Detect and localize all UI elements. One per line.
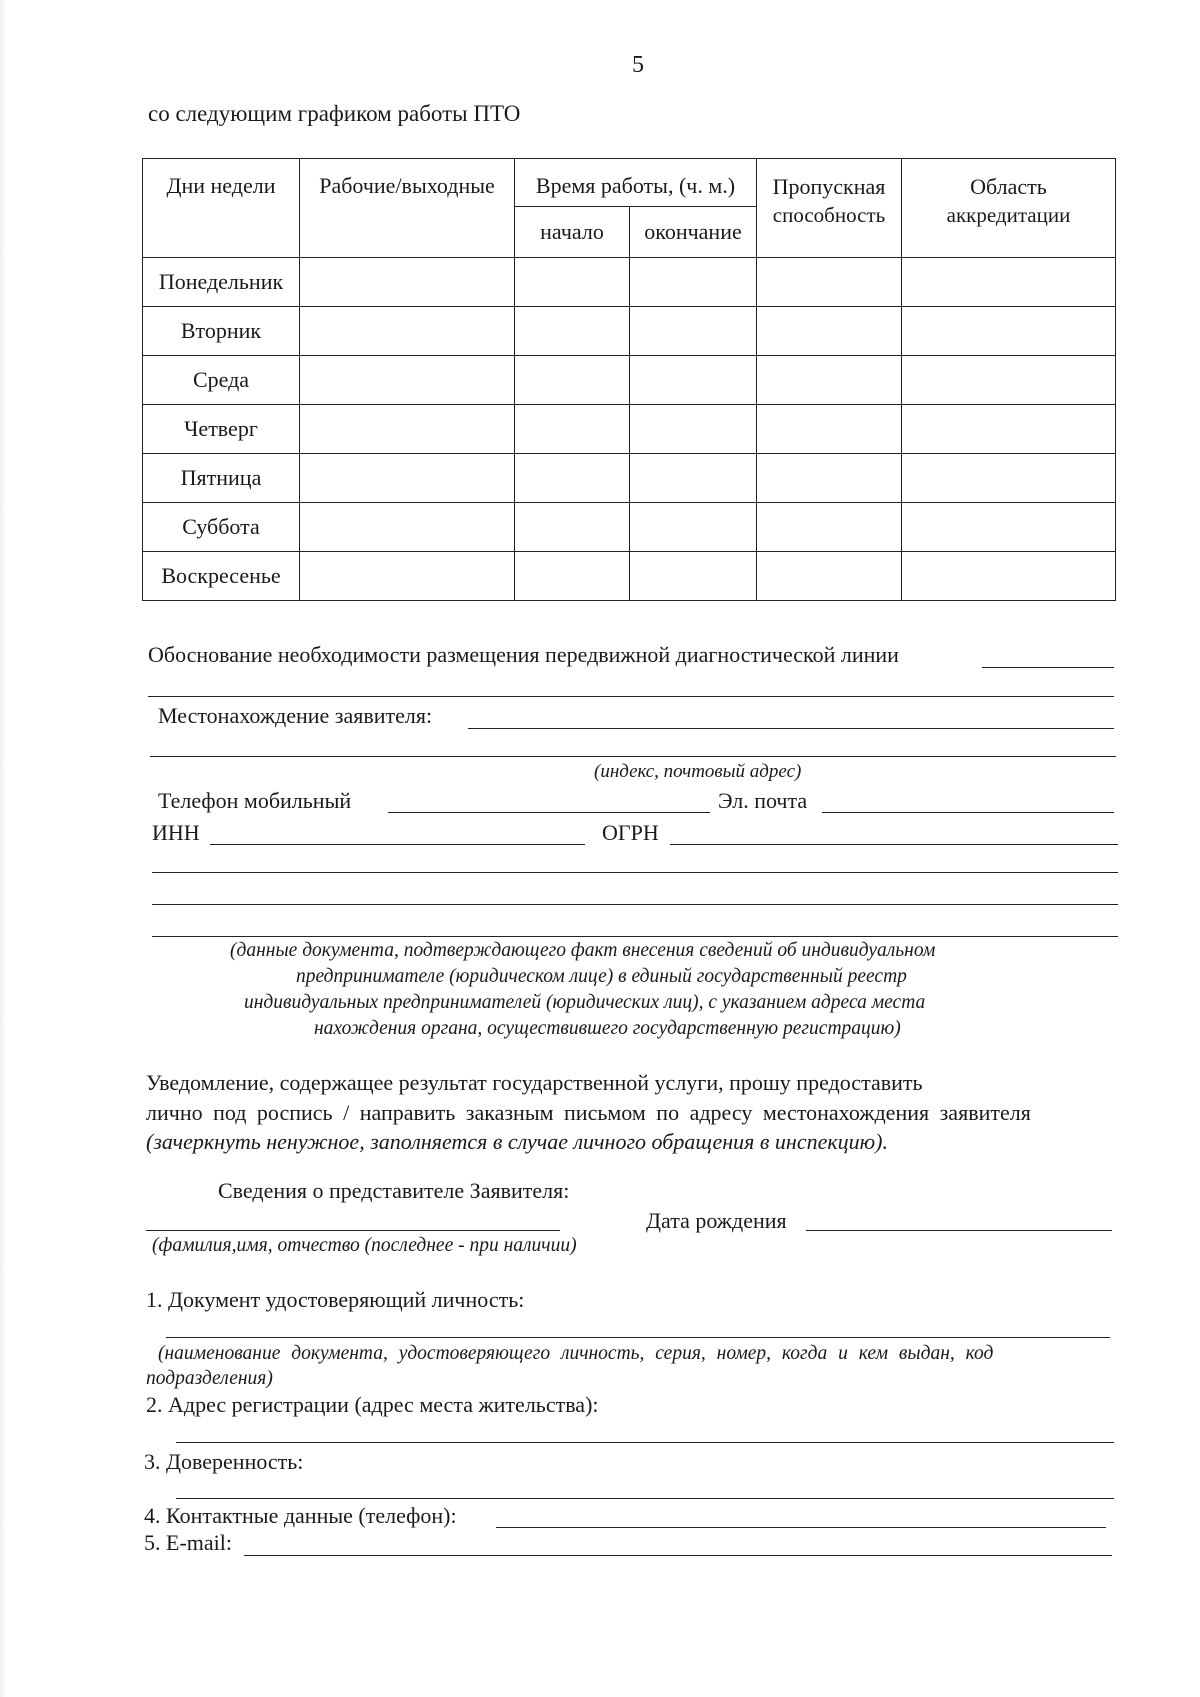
header-scope: Область аккредитации (902, 159, 1116, 258)
input-cell[interactable] (300, 356, 515, 405)
input-cell[interactable] (515, 552, 630, 601)
location-field-line2[interactable] (150, 756, 1116, 757)
table-row (143, 356, 1116, 405)
justification-field[interactable] (982, 667, 1114, 668)
input-cell[interactable] (757, 356, 902, 405)
day-cell: Воскресенье (143, 552, 300, 601)
email-label: Эл. почта (718, 788, 808, 813)
table-row (143, 405, 1116, 454)
id-document-hint-1: (наименование документа, удостоверяющего личность, серия, номер, когда и кем выдан, код (158, 1343, 994, 1364)
input-cell[interactable] (630, 258, 757, 307)
id-document-field[interactable] (166, 1337, 1110, 1338)
id-document-label: 1. Документ удостоверяющий личность: (146, 1287, 525, 1312)
header-end: окончание (630, 207, 757, 258)
email-item-label: 5. E-mail: (144, 1530, 232, 1555)
day-cell: Вторник (143, 307, 300, 356)
input-cell[interactable] (902, 258, 1116, 307)
input-cell[interactable] (630, 405, 757, 454)
inn-field[interactable] (210, 844, 585, 845)
address-hint: (индекс, почтовый адрес) (594, 761, 802, 782)
representative-title: Сведения о представителе Заявителя: (218, 1178, 570, 1203)
input-cell[interactable] (757, 258, 902, 307)
input-cell[interactable] (757, 405, 902, 454)
contact-phone-field[interactable] (496, 1527, 1106, 1528)
input-cell[interactable] (630, 552, 757, 601)
page-number: 5 (632, 52, 644, 78)
phone-field[interactable] (388, 812, 710, 813)
table-row (143, 258, 1116, 307)
ogrn-label: ОГРН (602, 820, 659, 845)
header-capacity: Пропускная способность (757, 159, 902, 258)
birth-date-field[interactable] (806, 1230, 1112, 1231)
address-label: 2. Адрес регистрации (адрес места жительства): (146, 1392, 599, 1417)
input-cell[interactable] (300, 258, 515, 307)
address-field[interactable] (176, 1442, 1114, 1443)
email-field[interactable] (822, 812, 1114, 813)
header-start: начало (515, 207, 630, 258)
day-cell: Четверг (143, 405, 300, 454)
table-row (143, 307, 1116, 356)
table-row (143, 552, 1116, 601)
input-cell[interactable] (902, 552, 1116, 601)
representative-name-field[interactable] (146, 1230, 560, 1231)
registry-hint-1: (данные документа, подтверждающего факт внесения сведений об индивидуальном (230, 940, 936, 961)
location-label: Местонахождение заявителя: (158, 703, 433, 728)
intro-text: со следующим графиком работы ПТО (148, 101, 521, 126)
input-cell[interactable] (630, 454, 757, 503)
day-cell: Суббота (143, 503, 300, 552)
registry-hint-3: индивидуальных предпринимателей (юридических лиц), с указанием адреса места (244, 992, 926, 1013)
proxy-field[interactable] (176, 1498, 1114, 1499)
representative-name-hint: (фамилия,имя, отчество (последнее - при наличии) (152, 1235, 577, 1256)
table-row (143, 503, 1116, 552)
table-row (143, 454, 1116, 503)
registry-field-line1[interactable] (152, 872, 1118, 873)
input-cell[interactable] (757, 552, 902, 601)
input-cell[interactable] (902, 454, 1116, 503)
input-cell[interactable] (902, 503, 1116, 552)
justification-label: Обоснование необходимости размещения передвижной диагностической линии (148, 642, 899, 667)
input-cell[interactable] (300, 503, 515, 552)
input-cell[interactable] (300, 552, 515, 601)
day-cell: Понедельник (143, 258, 300, 307)
registry-field-line2[interactable] (152, 904, 1118, 905)
input-cell[interactable] (515, 356, 630, 405)
header-work: Рабочие/выходные (300, 159, 515, 258)
notice-line3: (зачеркнуть ненужное, заполняется в случае личного обращения в инспекцию). (146, 1129, 889, 1154)
day-cell: Среда (143, 356, 300, 405)
input-cell[interactable] (630, 307, 757, 356)
input-cell[interactable] (515, 454, 630, 503)
birth-date-label: Дата рождения (646, 1208, 787, 1233)
registry-hint-4: нахождения органа, осуществившего государственную регистрацию) (314, 1018, 901, 1039)
notice-line2: лично под роспись / направить заказным письмом по адресу местонахождения заявителя (146, 1100, 1031, 1125)
input-cell[interactable] (300, 405, 515, 454)
input-cell[interactable] (515, 503, 630, 552)
input-cell[interactable] (902, 356, 1116, 405)
email-item-field[interactable] (244, 1555, 1112, 1556)
contact-label: 4. Контактные данные (телефон): (144, 1503, 457, 1528)
input-cell[interactable] (515, 405, 630, 454)
input-cell[interactable] (300, 307, 515, 356)
input-cell[interactable] (300, 454, 515, 503)
notice-line1: Уведомление, содержащее результат государственной услуги, прошу предоставить (146, 1070, 923, 1095)
inn-label: ИНН (152, 820, 200, 845)
id-document-hint-2: подразделения) (146, 1368, 273, 1389)
input-cell[interactable] (757, 503, 902, 552)
input-cell[interactable] (902, 405, 1116, 454)
schedule-table (142, 158, 1116, 601)
input-cell[interactable] (630, 503, 757, 552)
header-time: Время работы, (ч. м.) (515, 159, 757, 207)
proxy-label: 3. Доверенность: (144, 1449, 304, 1474)
input-cell[interactable] (515, 258, 630, 307)
phone-label: Телефон мобильный (158, 788, 352, 813)
registry-field-line3[interactable] (152, 936, 1118, 937)
header-days: Дни недели (143, 159, 300, 258)
input-cell[interactable] (515, 307, 630, 356)
input-cell[interactable] (757, 454, 902, 503)
scan-edge-shadow (0, 0, 6, 1697)
registry-hint-2: предпринимателе (юридическом лице) в единый государственный реестр (296, 966, 907, 987)
input-cell[interactable] (630, 356, 757, 405)
location-field[interactable] (468, 728, 1114, 729)
justification-field-line2[interactable] (148, 696, 1114, 697)
input-cell[interactable] (902, 307, 1116, 356)
ogrn-field[interactable] (670, 844, 1118, 845)
day-cell: Пятница (143, 454, 300, 503)
input-cell[interactable] (757, 307, 902, 356)
